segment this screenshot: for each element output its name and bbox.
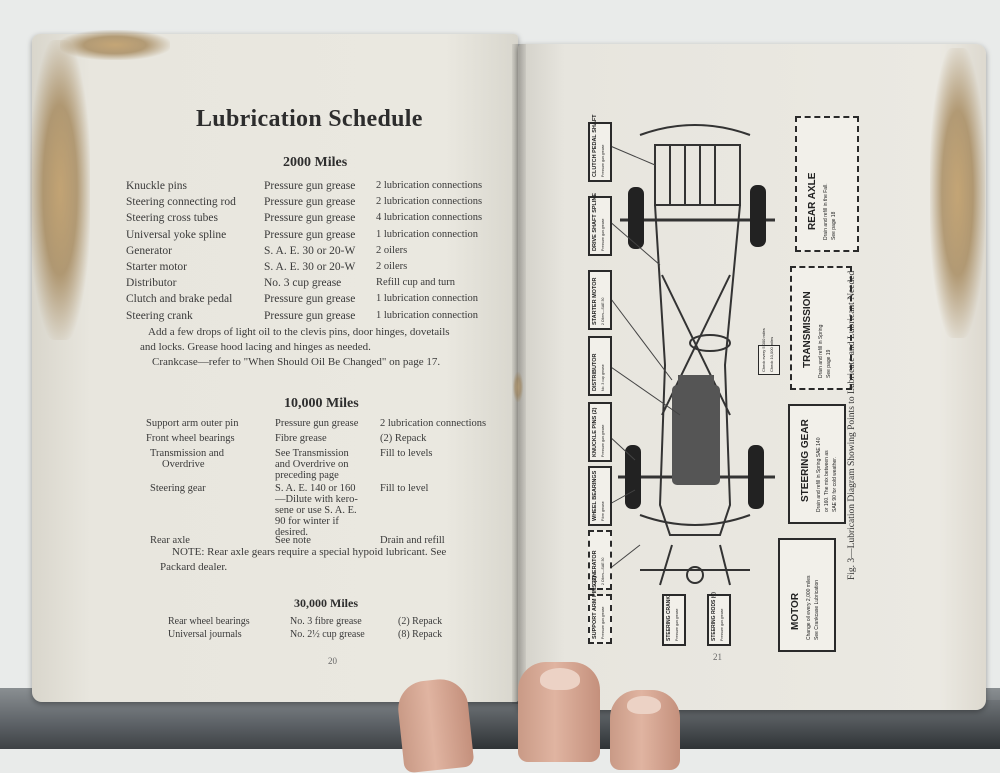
cell-instruction: 4 lubrication connections	[376, 212, 483, 224]
cell-instruction: 2 oilers	[376, 261, 408, 272]
note-crankcase: Crankcase—refer to "When Should Oil Be Changed" on page 17.	[152, 356, 441, 368]
page-title: Lubrication Schedule	[196, 106, 423, 132]
cell-instruction: (2) Repack	[380, 433, 427, 444]
cell-lubricant-line: Pressure gun grease	[275, 418, 359, 429]
cell-lubricant: Pressure gun grease	[264, 196, 356, 209]
cell-lubricant-line: —Dilute with kero-	[275, 494, 358, 505]
cell-lubricant-line: and Overdrive on	[275, 459, 349, 470]
cell-part: Starter motor	[126, 261, 187, 273]
cell-lubricant-line: See note	[275, 535, 311, 546]
cell-instruction: Fill to level	[380, 483, 429, 494]
fingernail	[540, 668, 580, 690]
cell-instruction: 1 lubrication connection	[376, 228, 479, 240]
note-rear-axle: NOTE: Rear axle gears require a special hypoid lubricant. See	[172, 546, 447, 558]
diagram-info-line: or 160. The mix between as	[824, 450, 830, 512]
cell-part-line2: Overdrive	[162, 459, 205, 470]
cell-part: Clutch and brake pedal	[126, 293, 233, 306]
cell-part: Rear axle	[150, 535, 190, 546]
diagram-label-name: GENERATOR	[592, 550, 598, 585]
fingernail	[627, 696, 661, 714]
cell-part: Universal journals	[168, 629, 242, 640]
diagram-info-box	[778, 538, 836, 652]
diagram-info-title: TRANSMISSION	[802, 291, 813, 368]
diagram-label-box	[588, 402, 612, 462]
note-hood: and locks. Grease hood lacing and hinges as needed.	[140, 341, 371, 353]
diagram-label-name: STARTER MOTOR	[592, 277, 598, 325]
cell-instruction: (2) Repack	[398, 616, 443, 627]
cell-lubricant-line: 90 for winter if	[275, 516, 339, 527]
diagram-label-lubricant: Pressure gun grease	[601, 144, 605, 177]
note-clevis: Add a few drops of light oil to the clevis pins, door hinges, dovetails	[148, 326, 450, 338]
diagram-info-line: Drain and refill in Spring SAE 140	[816, 437, 822, 512]
diagram-info-line: Drain and refill in the Fall.	[823, 183, 829, 240]
cell-lubricant: Pressure gun grease	[264, 309, 356, 322]
diagram-label-lubricant: 2 Oilers—SAE 30	[601, 557, 605, 585]
right-edge-stain	[930, 48, 985, 338]
section-heading-10000: 10,000 Miles	[284, 396, 359, 411]
cell-part: Steering gear	[150, 483, 206, 494]
diagram-info-title: STEERING GEAR	[800, 419, 811, 502]
diagram-label-lubricant: Pressure gun grease	[675, 608, 679, 641]
legend-box	[758, 328, 780, 375]
diagram-label-lubricant: Pressure gun grease	[601, 606, 605, 639]
diagram-info-title: REAR AXLE	[807, 172, 818, 230]
cell-instruction: 1 lubrication connection	[376, 309, 479, 321]
diagram-label-lubricant: Pressure gun grease	[720, 608, 724, 641]
cell-part: Steering crank	[126, 309, 193, 322]
cell-part: Steering connecting rod	[126, 196, 236, 209]
diagram-label-box	[588, 466, 612, 526]
gutter-stain	[513, 372, 523, 402]
diagram-info-box	[790, 266, 852, 390]
cell-lubricant-line: sene or use S. A. E.	[275, 505, 357, 516]
cell-lubricant: Pressure gun grease	[264, 212, 356, 225]
cell-part: Front wheel bearings	[146, 433, 235, 444]
diagram-label-name: STEERING CRANK	[666, 595, 672, 641]
page-number-left: 20	[328, 656, 337, 666]
section-heading-30000: 30,000 Miles	[294, 596, 358, 610]
legend-line-2: Check 10,000 miles	[769, 336, 774, 372]
cell-instruction: 2 lubrication connections	[376, 196, 483, 208]
diagram-label-box	[662, 594, 686, 646]
cell-lubricant: No. 3 cup grease	[264, 277, 342, 290]
cell-part: Generator	[126, 244, 172, 257]
diagram-info-title: MOTOR	[790, 592, 801, 630]
diagram-info-line: Drain and refill in Spring	[818, 324, 824, 378]
cell-part: Transmission and	[150, 448, 224, 459]
cell-lubricant: S. A. E. 30 or 20-W	[264, 261, 356, 273]
diagram-label-name: DISTRIBUTOR	[592, 353, 598, 391]
diagram-label-box	[588, 270, 612, 330]
diagram-info-line: Change oil every 2,000 miles	[806, 575, 812, 640]
diagram-label-lubricant: No. 3 cup grease	[601, 364, 605, 391]
diagram-label-box	[588, 575, 612, 644]
diagram-label-lubricant: Pressure gun grease	[601, 218, 605, 251]
legend-line-1: Check every 5,000 miles	[761, 328, 766, 372]
cell-part: Steering cross tubes	[126, 212, 218, 225]
page-number-right: 21	[713, 652, 722, 662]
diagram-label-lubricant: Fibre grease	[601, 501, 605, 521]
diagram-info-line: See Crankcase Lubrication	[814, 579, 820, 640]
cell-instruction: Fill to levels	[380, 448, 433, 459]
diagram-label-lubricant: 2 Oilers—SAE 30	[601, 297, 605, 325]
cell-instruction: 1 lubrication connection	[376, 293, 479, 305]
diagram-info-box	[788, 404, 846, 524]
cell-instruction: Refill cup and turn	[376, 277, 456, 289]
cell-lubricant: No. 2½ cup grease	[290, 629, 365, 640]
cell-lubricant-line: preceding page	[275, 470, 339, 481]
cell-lubricant-line: S. A. E. 140 or 160	[275, 483, 356, 494]
left-edge-stain	[30, 40, 90, 340]
cell-part: Universal yoke spline	[126, 228, 227, 241]
diagram-label-box	[588, 192, 612, 256]
cell-instruction: 2 oilers	[376, 244, 408, 256]
thumb	[395, 677, 474, 773]
diagram-label-name: SUPPORT ARM PINS (2)	[592, 575, 598, 639]
diagram-info-line: SAE 90 for cold weather.	[832, 456, 838, 512]
engine-block	[672, 375, 720, 485]
cell-instruction: Drain and refill	[380, 535, 445, 546]
top-edge-stain	[60, 30, 170, 60]
cell-lubricant: No. 3 fibre grease	[290, 616, 362, 627]
cell-lubricant: Pressure gun grease	[264, 228, 356, 241]
diagram-label-box	[588, 336, 612, 396]
cell-lubricant-line: desired.	[275, 527, 308, 538]
cell-instruction: 2 lubrication connections	[380, 418, 487, 429]
diagram-label-name: STEERING RODS (6)	[711, 592, 717, 641]
cell-lubricant-line: Fibre grease	[275, 433, 327, 444]
cell-lubricant: S. A. E. 30 or 20-W	[264, 244, 356, 257]
diagram-label-lubricant: Pressure gun grease	[601, 424, 605, 457]
cell-instruction: (8) Repack	[398, 629, 443, 640]
diagram-label-box	[707, 594, 731, 646]
cell-instruction: 2 lubrication connections	[376, 180, 483, 191]
cell-part: Rear wheel bearings	[168, 616, 250, 627]
section-heading-2000: 2000 Miles	[283, 155, 348, 170]
cell-lubricant: Pressure gun grease	[264, 180, 356, 192]
note-dealer: Packard dealer.	[160, 561, 228, 573]
diagram-info-box	[795, 116, 859, 252]
front-axle-detail	[640, 545, 750, 585]
cell-part: Knuckle pins	[126, 180, 188, 192]
cell-part: Distributor	[126, 277, 177, 290]
diagram-label-name: WHEEL BEARINGS	[592, 470, 598, 521]
figure-caption: Fig. 3—Lubrication Diagram Showing Points to Lubricate and Lubricant Needed	[847, 270, 857, 580]
diagram-label-name: KNUCKLE PINS (2)	[592, 407, 598, 457]
cell-lubricant: Pressure gun grease	[264, 293, 356, 306]
diagram-label-name: DRIVE SHAFT SPLINE	[592, 192, 598, 251]
diagram-info-line: See page 18	[831, 211, 837, 240]
cell-part: Support arm outer pin	[146, 418, 239, 429]
diagram-label-box	[588, 114, 612, 182]
diagram-info-line: See page 19	[826, 349, 832, 378]
cell-lubricant-line: See Transmission	[275, 448, 349, 459]
diagram-label-name: CLUTCH PEDAL SHAFT	[592, 114, 598, 177]
